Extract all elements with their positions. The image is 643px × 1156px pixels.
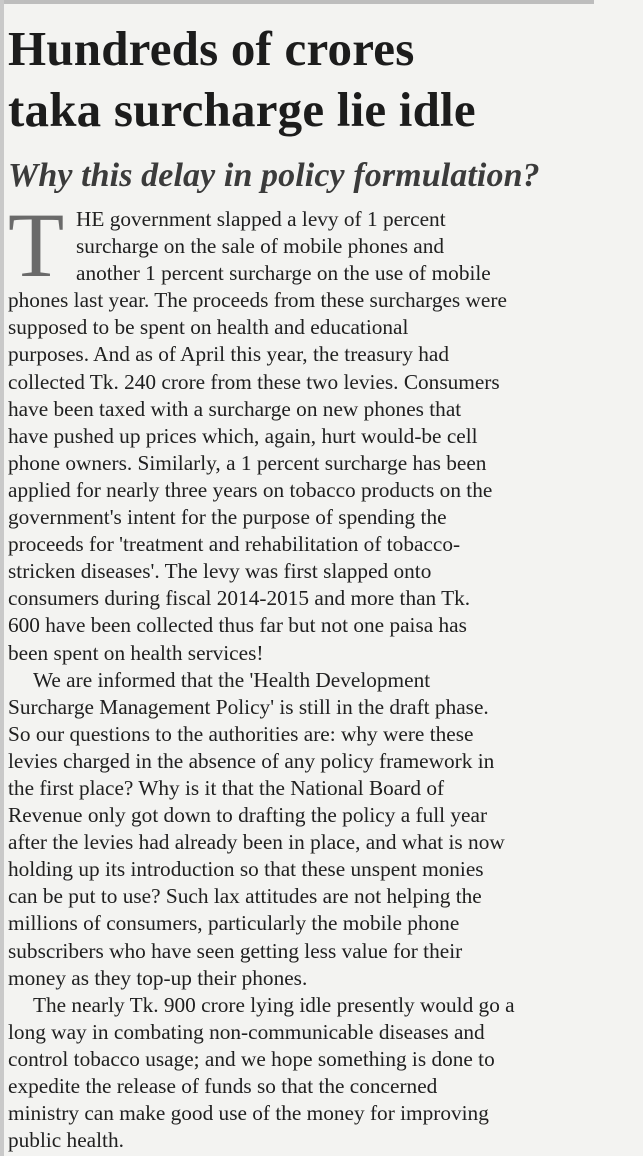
headline-line-1: Hundreds of crores (8, 21, 415, 76)
paragraph-1 (8, 287, 602, 666)
paragraph-2-line: after the levies had already been in place, and what is now (8, 830, 505, 855)
headline (8, 18, 618, 140)
paragraph-1-line: supposed to be spent on health and educational (8, 315, 409, 340)
paragraph-1-line: have been taxed with a surcharge on new phones that (8, 396, 462, 421)
paragraph-1-line: been spent on health services! (8, 640, 264, 665)
lead-lines (76, 206, 606, 287)
paragraph-3-line: The nearly Tk. 900 crore lying idle presently would go a (33, 992, 515, 1017)
paragraph-2-line: millions of consumers, particularly the mobile phone (8, 911, 460, 936)
paragraph-2-line: money as they top-up their phones. (8, 965, 308, 990)
paragraph-1-line: 600 have been collected thus far but not one paisa has (8, 613, 467, 638)
paragraph-2 (8, 667, 602, 992)
drop-cap: T (8, 194, 65, 296)
paragraph-3-line: ministry can make good use of the money for improving (8, 1101, 489, 1126)
lead-line-1: HE government slapped a levy of 1 percent (76, 207, 446, 231)
paragraph-1-line: purposes. And as of April this year, the treasury had (8, 342, 449, 367)
top-border-rule (0, 0, 594, 4)
paragraph-1-line: proceeds for 'treatment and rehabilitation of tobacco- (8, 532, 461, 557)
paragraph-2-line: levies charged in the absence of any policy framework in (8, 748, 495, 773)
paragraph-1-line: have pushed up prices which, again, hurt would-be cell (8, 423, 478, 448)
paragraph-1-line: stricken diseases'. The levy was first slapped onto (8, 559, 432, 584)
paragraph-2-line: Surcharge Management Policy' is still in the draft phase. (8, 694, 489, 719)
paragraph-2-line: holding up its introduction so that these unspent monies (8, 857, 484, 882)
paragraph-1-line: government's intent for the purpose of spending the (8, 505, 447, 530)
paragraph-1-line: phone owners. Similarly, a 1 percent surcharge has been (8, 450, 487, 475)
paragraph-3 (8, 992, 602, 1155)
headline-line-2: taka surcharge lie idle (8, 82, 476, 137)
lead-line-2: surcharge on the sale of mobile phones and (76, 234, 445, 259)
paragraph-1-line: consumers during fiscal 2014-2015 and more than Tk. (8, 586, 471, 611)
paragraph-2-line: We are informed that the 'Health Development (33, 667, 431, 692)
lead-line-3: another 1 percent surcharge on the use of mobile (76, 261, 491, 286)
paragraph-3-line: expedite the release of funds so that the concerned (8, 1074, 438, 1099)
paragraph-1-line: applied for nearly three years on tobacco products on the (8, 477, 493, 502)
paragraph-3-line: long way in combating non-communicable diseases and (8, 1019, 485, 1044)
subheadline: Why this delay in policy formulation? (8, 157, 540, 194)
paragraph-3-line: control tobacco usage; and we hope something is done to (8, 1046, 495, 1071)
left-border-rule (0, 0, 4, 1156)
paragraph-2-line: the first place? Why is it that the National Board of (8, 775, 445, 800)
paragraph-3-line: public health. (8, 1128, 124, 1153)
paragraph-2-line: subscribers who have seen getting less value for their (8, 938, 463, 963)
paragraph-2-line: Revenue only got down to drafting the policy a full year (8, 803, 488, 828)
paragraph-2-line: can be put to use? Such lax attitudes are not helping the (8, 884, 482, 909)
paragraph-1-line: collected Tk. 240 crore from these two levies. Consumers (8, 369, 500, 394)
paragraph-2-line: So our questions to the authorities are: why were these (8, 721, 474, 746)
article-body (8, 287, 602, 1154)
paragraph-1-line: phones last year. The proceeds from these surcharges were (8, 288, 507, 313)
